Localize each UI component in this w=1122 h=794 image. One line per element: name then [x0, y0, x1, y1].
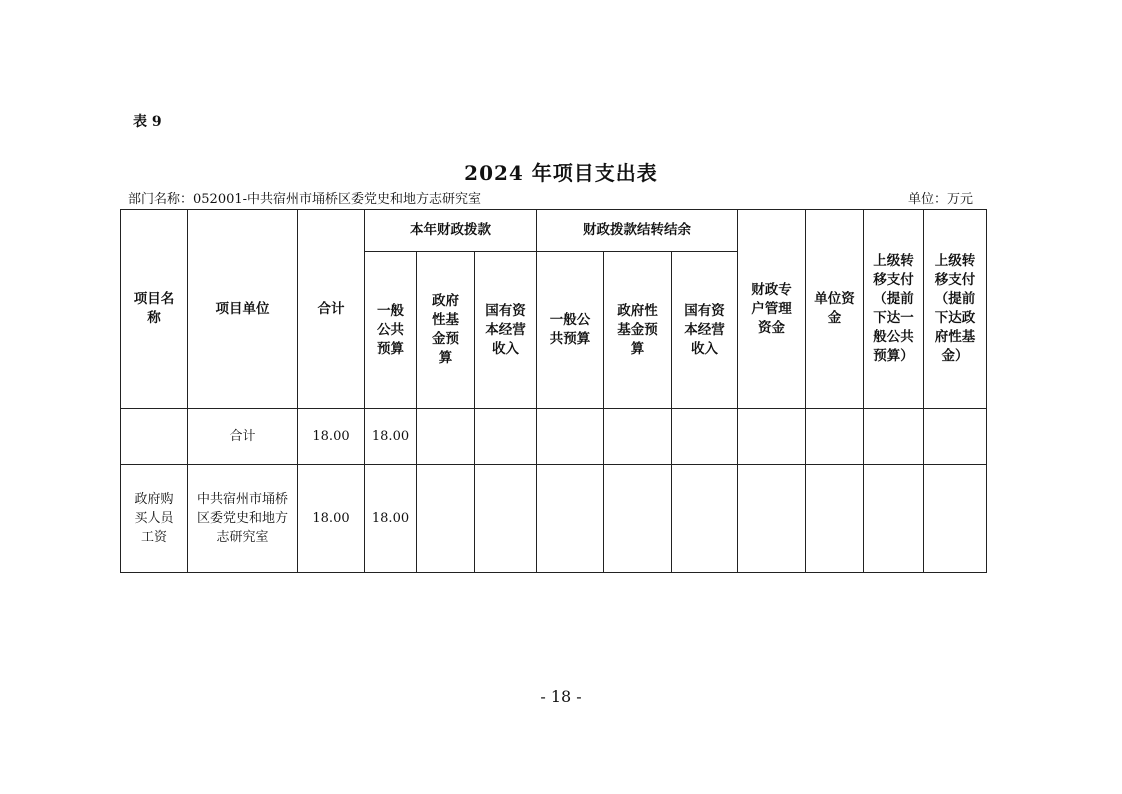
header-project-unit: 项目单位: [188, 210, 298, 409]
cell-co-general: [537, 465, 604, 573]
cell-upper-general: [864, 465, 924, 573]
header-co-general-budget: 一般公 共预算: [537, 252, 604, 409]
header-upper-transfer-general: 上级转 移支付 （提前 下达一 般公共 预算）: [864, 210, 924, 409]
cell-special: [738, 465, 806, 573]
cell-total: 18.00: [298, 409, 365, 465]
cell-cy-state: [475, 465, 537, 573]
table-row-total: [121, 409, 987, 465]
cell-unit-funds: [806, 409, 864, 465]
page-number: - 18 -: [540, 687, 582, 706]
header-total: 合计: [298, 210, 365, 409]
project-expenditure-table: [120, 209, 987, 573]
header-cy-general-budget: 一般 公共 预算: [365, 252, 417, 409]
table-row: [121, 465, 987, 573]
cell-cy-fund: [417, 409, 475, 465]
header-carryover-balance: 财政拨款结转结余: [537, 210, 738, 252]
cell-co-fund: [604, 409, 672, 465]
header-cy-fund-budget: 政府 性基 金预 算: [417, 252, 475, 409]
cell-project-name: [121, 409, 188, 465]
cell-upper-fund: [924, 465, 987, 573]
cell-co-state: [672, 465, 738, 573]
unit-label: 单位：万元: [908, 192, 974, 207]
cell-co-general: [537, 409, 604, 465]
cell-co-fund: [604, 465, 672, 573]
cell-special: [738, 409, 806, 465]
cell-cy-general: 18.00: [365, 465, 417, 573]
header-project-name: 项目名 称: [121, 210, 188, 409]
table-number-label: 表 9: [133, 114, 162, 130]
header-special-account-funds: 财政专 户管理 资金: [738, 210, 806, 409]
cell-cy-fund: [417, 465, 475, 573]
cell-upper-general: [864, 409, 924, 465]
header-co-state-capital: 国有资 本经营 收入: [672, 252, 738, 409]
cell-upper-fund: [924, 409, 987, 465]
cell-project-name: 政府购 买人员 工资: [121, 465, 188, 573]
cell-cy-general: 18.00: [365, 409, 417, 465]
header-current-year-appropriation: 本年财政拨款: [365, 210, 537, 252]
cell-project-unit: 合计: [188, 409, 298, 465]
header-co-fund-budget: 政府性 基金预 算: [604, 252, 672, 409]
department-name: 部门名称：052001-中共宿州市埇桥区委党史和地方志研究室: [128, 192, 482, 207]
page-title: 2024 年项目支出表: [464, 161, 658, 185]
cell-total: 18.00: [298, 465, 365, 573]
header-cy-state-capital: 国有资 本经营 收入: [475, 252, 537, 409]
header-unit-funds: 单位资 金: [806, 210, 864, 409]
header-upper-transfer-fund: 上级转 移支付 （提前 下达政 府性基 金）: [924, 210, 987, 409]
cell-unit-funds: [806, 465, 864, 573]
cell-project-unit: 中共宿州市埇桥 区委党史和地方 志研究室: [188, 465, 298, 573]
cell-co-state: [672, 409, 738, 465]
cell-cy-state: [475, 409, 537, 465]
